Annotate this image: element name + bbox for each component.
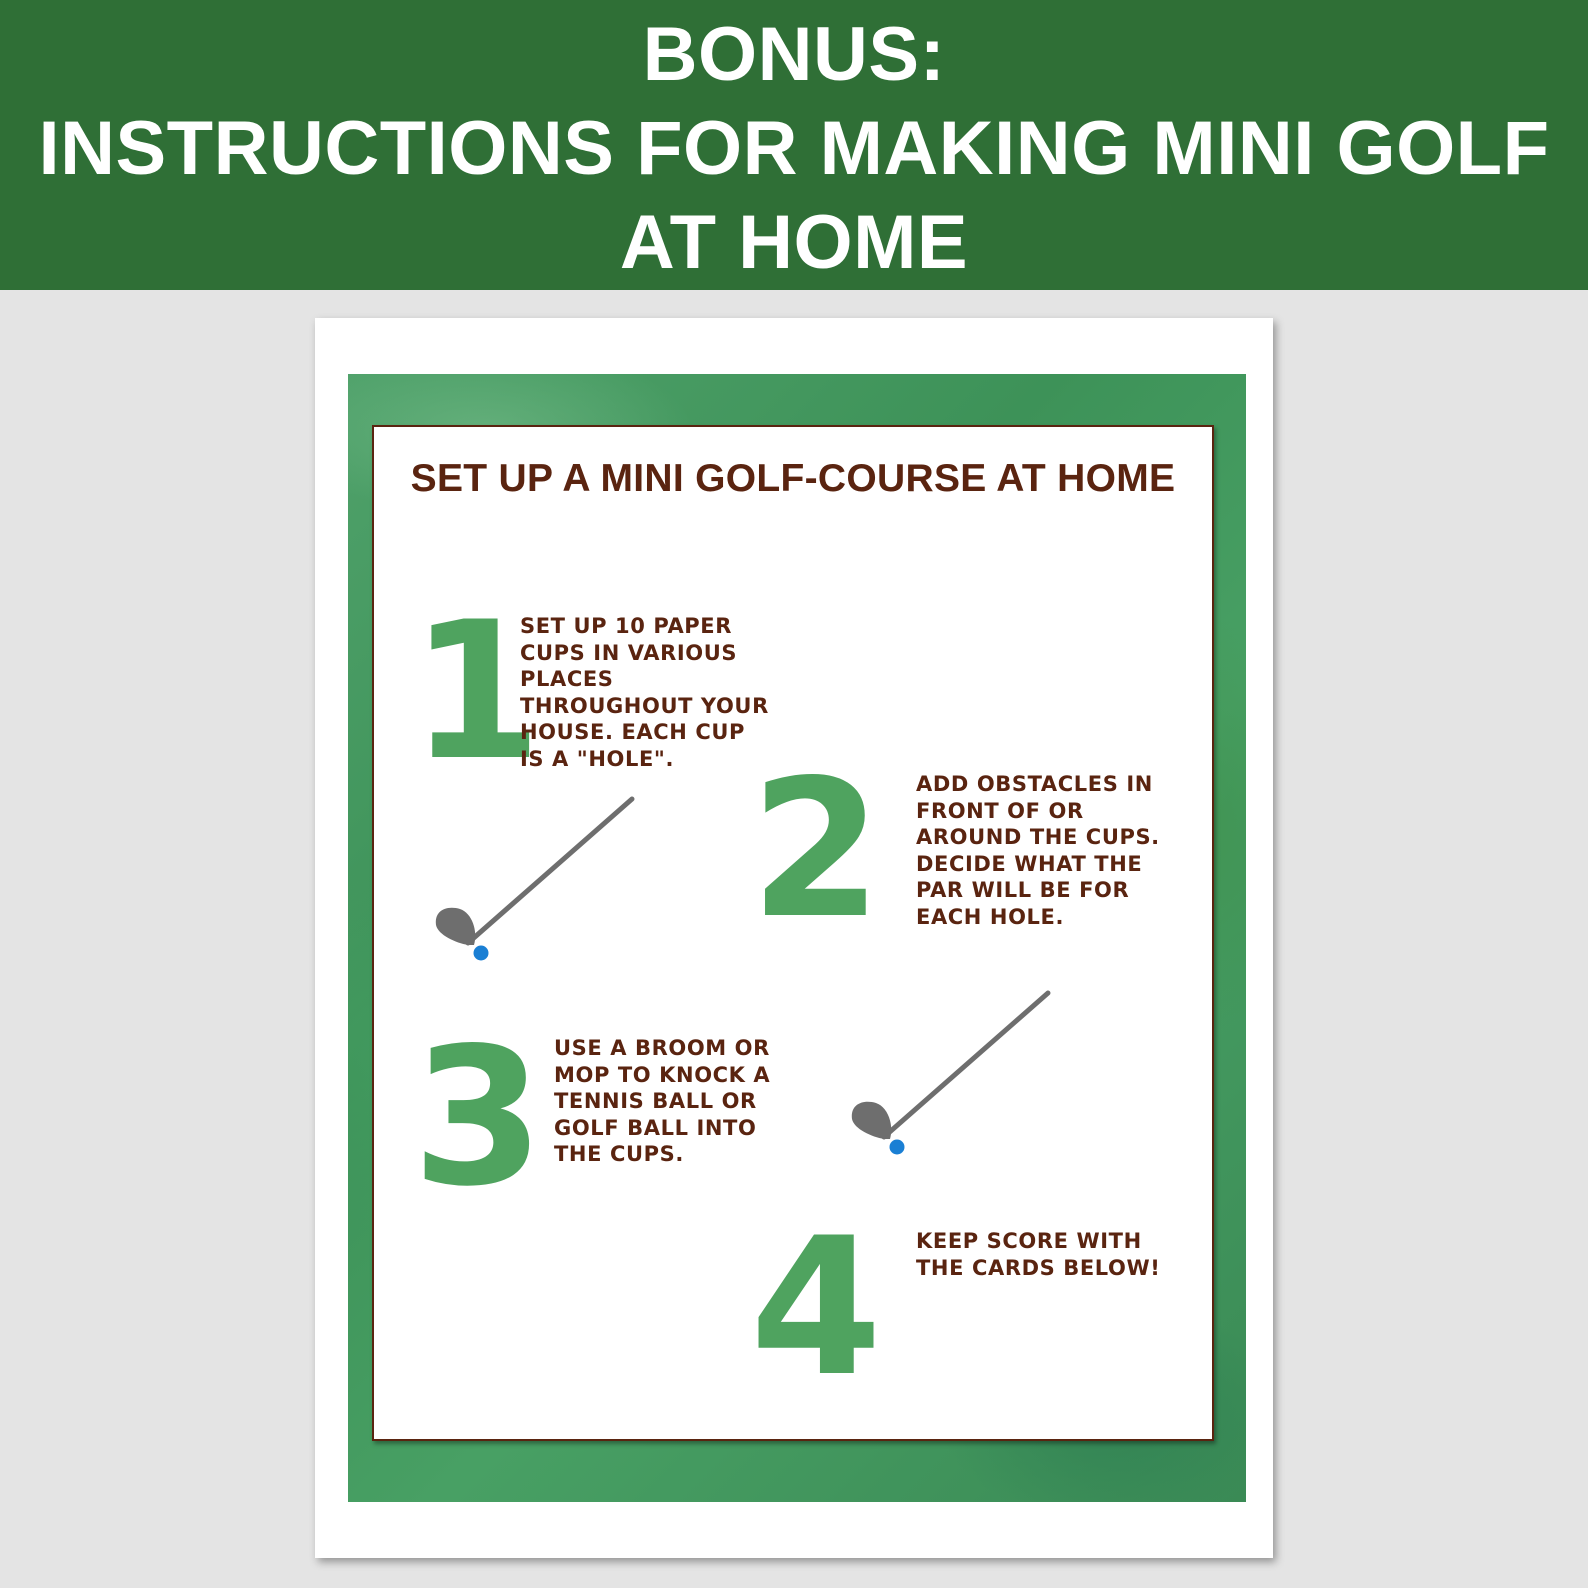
- header-banner: [0, 0, 1588, 290]
- step-2-line-2: FRONT OF OR: [916, 798, 1084, 823]
- step-3-line-5: THE CUPS.: [554, 1142, 684, 1167]
- golf-club-icon: [848, 987, 1068, 1187]
- golf-club-icon: [432, 793, 652, 993]
- banner-line-1: BONUS:: [642, 12, 946, 97]
- step-3-number: 3: [412, 1007, 545, 1228]
- step-1-number: 1: [410, 581, 543, 802]
- golf-ball-icon: [890, 1140, 905, 1155]
- step-1-line-3: PLACES: [520, 667, 614, 692]
- step-3-line-3: TENNIS BALL OR: [554, 1089, 757, 1114]
- step-1-line-6: IS A "HOLE".: [520, 746, 675, 771]
- step-2-line-4: DECIDE WHAT THE: [916, 851, 1143, 876]
- step-3-line-4: GOLF BALL INTO: [554, 1115, 757, 1140]
- card-title: SET UP A MINI GOLF-COURSE AT HOME: [410, 457, 1176, 500]
- step-4-text: [916, 1228, 1160, 1281]
- step-2-line-3: AROUND THE CUPS.: [916, 825, 1160, 850]
- step-3-line-2: MOP TO KNOCK A: [554, 1062, 771, 1087]
- step-2-text: [916, 771, 1160, 931]
- step-2-line-6: EACH HOLE.: [916, 904, 1065, 929]
- printable-sheet: [315, 318, 1273, 1558]
- step-2-line-1: ADD OBSTACLES IN: [916, 772, 1153, 796]
- step-1-text: [520, 613, 769, 773]
- step-1-line-4: THROUGHOUT YOUR: [520, 693, 769, 718]
- step-2-line-5: PAR WILL BE FOR: [916, 878, 1130, 903]
- step-3-text: [554, 1035, 770, 1168]
- step-1-line-2: CUPS IN VARIOUS: [520, 640, 738, 665]
- step-1-line-5: HOUSE. EACH CUP: [520, 720, 745, 745]
- step-4-line-2: THE CARDS BELOW!: [916, 1255, 1161, 1280]
- step-3-line-1: USE A BROOM OR: [554, 1036, 770, 1060]
- golf-ball-icon: [474, 946, 489, 961]
- step-4-number: 4: [750, 1197, 883, 1418]
- step-2-number: 2: [750, 739, 883, 960]
- banner-line-2: INSTRUCTIONS FOR MAKING MINI GOLF: [38, 106, 1550, 191]
- banner-line-3: AT HOME: [619, 200, 969, 285]
- instruction-card: [372, 425, 1214, 1441]
- step-4-line-1: KEEP SCORE WITH: [916, 1229, 1142, 1253]
- green-textured-border: [348, 374, 1246, 1502]
- step-1-line-1: SET UP 10 PAPER: [520, 614, 733, 638]
